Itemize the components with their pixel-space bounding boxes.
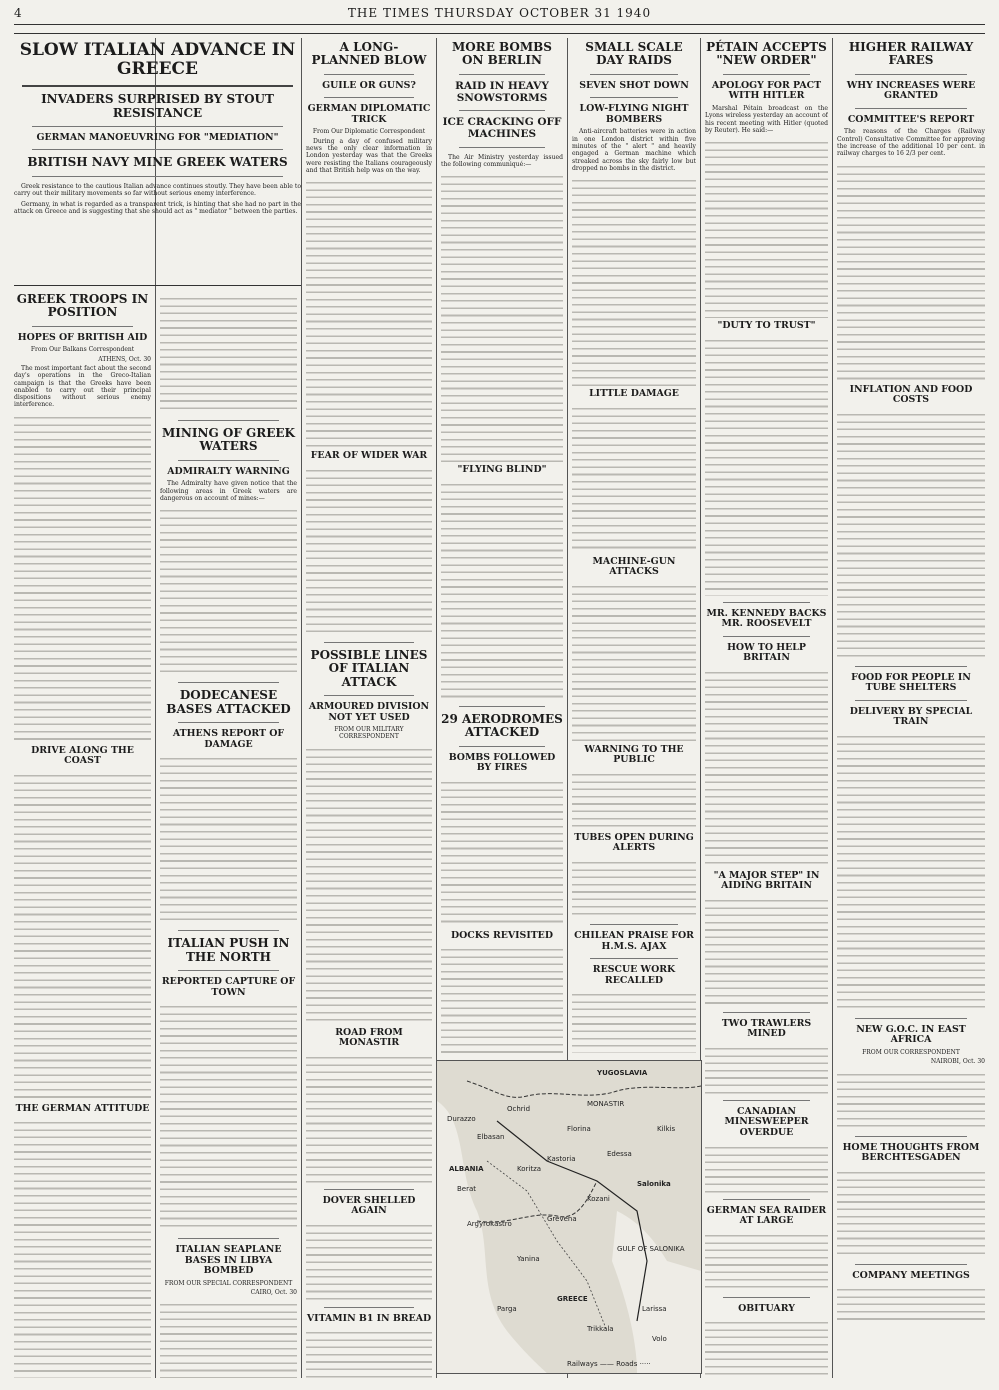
body-text-lines [306, 1328, 432, 1378]
section-subhead: DOCKS REVISITED [451, 929, 553, 941]
map-town: Volo [652, 1335, 667, 1343]
lead-subhead: GERMAN MANOEUVRING FOR "MEDIATION" [36, 131, 279, 143]
section-subhead: BOMBS FOLLOWED BY FIRES [448, 751, 556, 774]
body-text-lines [160, 506, 297, 676]
section-subhead: HOPES OF BRITISH AID [17, 331, 148, 343]
section-subhead: RESCUE WORK RECALLED [592, 964, 676, 986]
section-subhead: ATHENS REPORT OF DAMAGE [172, 728, 285, 750]
section-subhead: ICE CRACKING OFF MACHINES [442, 116, 562, 141]
section-subhead: SEVEN SHOT DOWN [579, 79, 689, 91]
divider [855, 700, 967, 701]
lead-headline: SLOW ITALIAN ADVANCE IN GREECE [19, 40, 296, 80]
masthead-rule-top [14, 24, 985, 25]
section-headline: ITALIAN PUSH IN THE NORTH [167, 936, 290, 964]
section-subhead: GUILE OR GUNS? [322, 79, 416, 91]
map-town: Salonika [637, 1180, 671, 1188]
body-text: The Air Ministry yesterday issued the following communiqué:— [441, 153, 563, 169]
body-text: The Admiralty have given notice that the following areas in Greek waters are dangerous on account of mines:— [160, 480, 297, 502]
section-subhead: INFLATION AND FOOD COSTS [849, 383, 973, 406]
map-town: Kozani [587, 1195, 610, 1203]
map-town: MONASTIR [587, 1100, 625, 1108]
body-text-lines [160, 1002, 297, 1232]
body-text: The reasons of the Charges (Railway Control) Consultative Committee for approving the increase of the additional 10 per cent. in railway charges to 16 2/3 per cent. [837, 128, 985, 158]
section-subhead: REPORTED CAPTURE OF TOWN [161, 976, 296, 998]
body-text-lines [441, 480, 563, 700]
body-text-lines [14, 771, 151, 1101]
body-text-lines [160, 294, 297, 414]
byline: FROM OUR CORRESPONDENT [862, 1048, 960, 1056]
section-subhead: DRIVE ALONG THE COAST [31, 744, 134, 767]
section-subhead: HOW TO HELP BRITAIN [727, 641, 806, 664]
section-headline: HIGHER RAILWAY FARES [848, 40, 974, 68]
map-town: Florina [567, 1125, 591, 1133]
section-headline: ITALIAN SEAPLANE BASES IN LIBYA BOMBED [175, 1244, 282, 1277]
divider [324, 642, 414, 643]
body-text: During a day of confused military news the only clear information in London yesterday was that the Greeks were resisting the Italians courageously and that British help was on the way. [306, 137, 432, 174]
byline: From Our Balkans Correspondent [30, 346, 135, 354]
lead-paragraph: Germany, in what is regarded as a transparent trick, is hinting that she had no part in the attack on Greece and is suggesting that she should act as " mediator " between the parties. [14, 200, 301, 215]
body-text-lines [837, 162, 985, 382]
map-town: Durazzo [447, 1115, 476, 1123]
divider [723, 74, 810, 75]
section-headline: DOVER SHELLED AGAIN [322, 1194, 416, 1217]
map-label-country: YUGOSLAVIA [597, 1069, 648, 1077]
column-divider [301, 38, 302, 1378]
body-text-lines [837, 1070, 985, 1130]
divider [855, 1136, 967, 1137]
map-label-sea: GULF OF SALONIKA [617, 1245, 685, 1253]
divider [32, 176, 283, 177]
divider [723, 1012, 810, 1013]
section-subhead: "DUTY TO TRUST" [717, 320, 816, 332]
section-headline: VITAMIN B1 IN BREAD [306, 1312, 432, 1324]
divider [723, 636, 810, 637]
divider [590, 958, 678, 959]
map-greece-albania [436, 1060, 702, 1374]
divider [22, 85, 293, 87]
divider [459, 110, 545, 111]
map-drawing [437, 1061, 701, 1373]
section-subhead: RAID IN HEAVY SNOWSTORMS [455, 79, 549, 104]
body-text: Marshal Pétain broadcast on the Lyons wireless yesterday an account of his recent meeting with Hitler (quoted by Reuter). He said:— [705, 104, 828, 134]
divider [855, 74, 967, 75]
divider [324, 695, 414, 696]
column-7 [837, 38, 985, 1378]
section-headline: HOME THOUGHTS FROM BERCHTESGADEN [842, 1141, 980, 1164]
body-text-lines [572, 770, 696, 830]
page-number: 4 [14, 6, 22, 20]
divider [32, 126, 283, 127]
body-text-lines [705, 1318, 828, 1378]
body-text-lines [705, 896, 828, 1006]
section-subhead: WHY INCREASES WERE GRANTED [846, 79, 976, 102]
body-text-lines [837, 1168, 985, 1258]
section-headline: CHILEAN PRAISE FOR H.M.S. AJAX [574, 929, 694, 952]
body-text-lines [160, 1300, 297, 1378]
section-headline: COMPANY MEETINGS [852, 1269, 970, 1281]
divider [855, 1264, 967, 1265]
section-subhead: ADMIRALTY WARNING [167, 465, 290, 477]
body-text-lines [837, 732, 985, 1012]
map-town: Kilkis [657, 1125, 676, 1133]
divider [178, 722, 279, 723]
body-text-lines [705, 1231, 828, 1291]
section-headline: PÉTAIN ACCEPTS "NEW ORDER" [706, 40, 827, 68]
body-text-lines [14, 413, 151, 743]
divider [32, 326, 133, 327]
dateline: NAIROBI, Oct. 30 [930, 1058, 985, 1066]
section-headline: MORE BOMBS ON BERLIN [452, 40, 552, 68]
section-subhead: "FLYING BLIND" [457, 464, 547, 476]
divider [459, 746, 545, 747]
body-text-lines [306, 745, 432, 1025]
byline: From Our Diplomatic Correspondent [312, 128, 426, 136]
map-town: Grevena [547, 1215, 577, 1223]
divider [459, 147, 545, 148]
column-2 [160, 290, 297, 1378]
map-town: Larissa [642, 1305, 667, 1313]
section-subhead: LOW-FLYING NIGHT BOMBERS [579, 103, 689, 125]
body-text: The most important fact about the second day's operations in the Greco-Italian campaign is that the Greeks have been enabled to carry out their principal dispositions without serious enemy interference. [14, 365, 151, 409]
body-text-lines [441, 945, 563, 1053]
byline: FROM OUR SPECIAL CORRESPONDENT [164, 1279, 293, 1287]
section-subhead: COMMITTEE'S REPORT [847, 113, 975, 125]
body-text-lines [572, 990, 696, 1053]
map-town: Kastoria [547, 1155, 576, 1163]
map-legend: Railways —— Roads ····· [567, 1360, 651, 1368]
lead-subhead: BRITISH NAVY MINE GREEK WATERS [27, 155, 288, 170]
section-headline: TWO TRAWLERS MINED [721, 1017, 812, 1040]
column-1 [14, 290, 151, 1378]
map-label-country: ALBANIA [449, 1165, 484, 1173]
section-headline: GERMAN SEA RAIDER AT LARGE [706, 1204, 827, 1227]
body-text-lines [14, 1118, 151, 1378]
body-text-lines [705, 336, 828, 596]
body-text-lines [572, 176, 696, 386]
map-label-country: GREECE [557, 1295, 588, 1303]
divider [178, 682, 279, 683]
lead-subhead: INVADERS SURPRISED BY STOUT RESISTANCE [41, 92, 274, 120]
section-subhead: DELIVERY BY SPECIAL TRAIN [849, 705, 973, 728]
map-town: Ochrid [507, 1105, 531, 1113]
lead-paragraph: Greek resistance to the cautious Italian advance continues stoutly. They have been able to carry out their military movements so far without serious enemy interference. [14, 182, 301, 198]
divider [459, 74, 545, 75]
body-text-lines [306, 466, 432, 636]
section-headline: 29 AERODROMES ATTACKED [441, 712, 563, 740]
section-headline: MINING OF GREEK WATERS [162, 426, 295, 454]
divider [590, 74, 678, 75]
map-town: Argyrokastro [467, 1220, 512, 1228]
section-headline: A LONG-PLANNED BLOW [311, 40, 427, 68]
divider [855, 1018, 967, 1019]
map-town: Berat [457, 1185, 477, 1193]
divider [324, 74, 414, 75]
section-subhead: "A MAJOR STEP" IN AIDING BRITAIN [713, 869, 820, 892]
map-town: Elbasan [477, 1133, 505, 1141]
dateline: ATHENS, Oct. 30 [98, 355, 151, 363]
body-text-lines [705, 1143, 828, 1193]
lead-article-top [14, 38, 301, 283]
map-town: Edessa [607, 1150, 632, 1158]
body-text-lines [306, 1221, 432, 1301]
divider [855, 108, 967, 109]
section-headline: CANADIAN MINESWEEPER OVERDUE [724, 1105, 809, 1138]
section-headline: DODECANESE BASES ATTACKED [166, 688, 291, 716]
divider [178, 420, 279, 421]
section-headline: POSSIBLE LINES OF ITALIAN ATTACK [310, 647, 428, 689]
divider [178, 1238, 279, 1239]
section-headline: MR. KENNEDY BACKS MR. ROOSEVELT [706, 607, 827, 630]
section-headline: NEW G.O.C. IN EAST AFRICA [856, 1023, 966, 1046]
body-text-lines [160, 754, 297, 924]
divider [178, 930, 279, 931]
column-4 [441, 38, 563, 1053]
masthead-rule-bottom [14, 33, 985, 34]
byline: FROM OUR MILITARY CORRESPONDENT [334, 726, 404, 741]
body-text-lines [837, 1285, 985, 1325]
body-text-lines [705, 1044, 828, 1094]
column-6 [705, 38, 828, 1378]
divider [590, 97, 678, 98]
section-headline: FOOD FOR PEOPLE IN TUBE SHELTERS [851, 671, 971, 694]
divider [324, 97, 414, 98]
map-town: Yanina [517, 1255, 540, 1263]
body-text-lines [572, 582, 696, 742]
divider [324, 1307, 414, 1308]
body-text-lines [837, 410, 985, 660]
column-5 [572, 38, 696, 1053]
section-headline: GREEK TROOPS IN POSITION [16, 292, 149, 320]
section-subhead: TUBES OPEN DURING ALERTS [574, 831, 694, 854]
newspaper-title: THE TIMES THURSDAY OCTOBER 31 1940 [347, 6, 652, 20]
divider [723, 1199, 810, 1200]
section-subhead: MACHINE-GUN ATTACKS [592, 555, 676, 578]
body-text-lines [705, 138, 828, 318]
divider [178, 460, 279, 461]
body-text-lines [306, 1053, 432, 1183]
body-text-lines [441, 172, 563, 462]
map-town: Koritza [517, 1165, 542, 1173]
body-text-lines [572, 858, 696, 918]
map-town: Trikkala [587, 1325, 614, 1333]
body-text-lines [572, 404, 696, 554]
divider [178, 970, 279, 971]
masthead [14, 4, 985, 22]
divider [324, 1189, 414, 1190]
section-subhead: THE GERMAN ATTITUDE [15, 1102, 150, 1114]
column-divider [832, 38, 833, 1378]
body-text: Anti-aircraft batteries were in action in one London district within five minutes of the " alert " and heavily engaged a German machine which streaked across the sky fairly low but dropped no bombs in the district. [572, 128, 696, 172]
divider [723, 602, 810, 603]
section-headline: OBITUARY [738, 1302, 795, 1314]
body-text-lines [306, 178, 432, 448]
divider [459, 706, 545, 707]
body-text-lines [441, 778, 563, 928]
section-subhead: LITTLE DAMAGE [589, 388, 679, 400]
section-subhead: WARNING TO THE PUBLIC [584, 743, 684, 766]
divider [14, 285, 301, 286]
section-subhead: APOLOGY FOR PACT WITH HITLER [711, 79, 822, 102]
section-subhead: ARMOURED DIVISION NOT YET USED [308, 701, 430, 723]
section-subhead: GERMAN DIPLOMATIC TRICK [307, 103, 431, 125]
divider [723, 1297, 810, 1298]
divider [590, 924, 678, 925]
section-subhead: FEAR OF WIDER WAR [310, 450, 428, 462]
divider [723, 1100, 810, 1101]
divider [32, 149, 283, 150]
section-subhead: ROAD FROM MONASTIR [335, 1026, 403, 1049]
map-town: Parga [497, 1305, 517, 1313]
section-headline: SMALL SCALE DAY RAIDS [585, 40, 683, 68]
column-3 [306, 38, 432, 1378]
dateline: CAIRO, Oct. 30 [250, 1289, 297, 1297]
divider [855, 666, 967, 667]
body-text-lines [705, 668, 828, 868]
